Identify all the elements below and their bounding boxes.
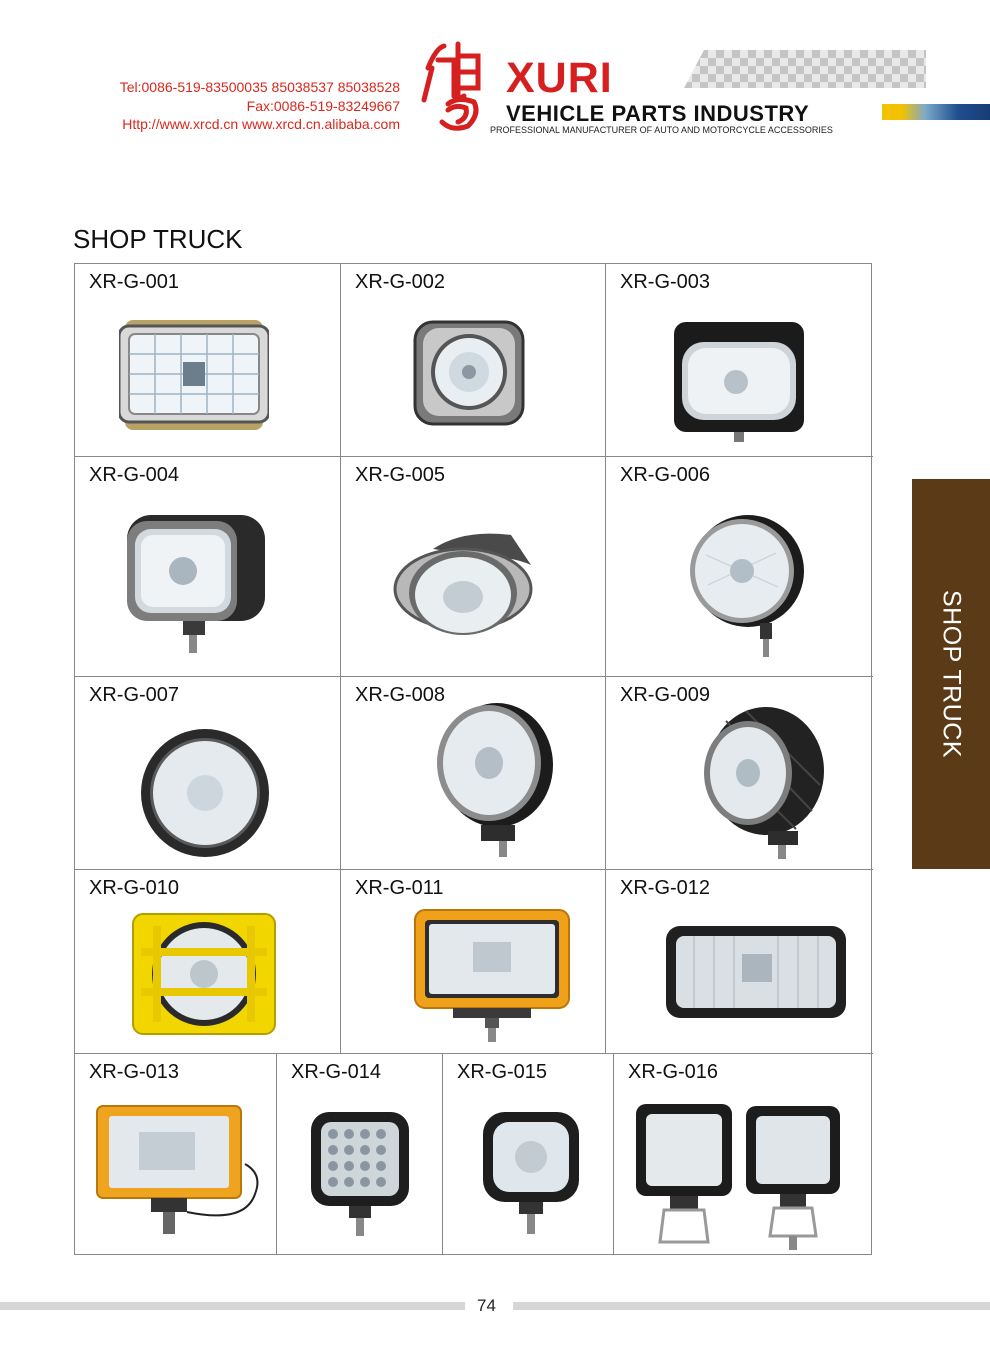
product-cell[interactable] <box>443 1054 614 1254</box>
product-image <box>481 1110 581 1238</box>
product-code: XR-G-001 <box>89 271 180 293</box>
product-code: XR-G-008 <box>355 684 446 706</box>
product-code: XR-G-009 <box>620 684 711 706</box>
contact-tel: Tel:0086-519-83500035 85038537 85038528 <box>119 79 400 95</box>
product-cell[interactable] <box>341 457 606 677</box>
product-image <box>413 908 571 1042</box>
product-image <box>672 320 806 442</box>
product-cell[interactable] <box>277 1054 443 1254</box>
product-image <box>131 912 277 1036</box>
product-cell[interactable] <box>75 457 341 677</box>
contact-web: Http://www.xrcd.cn www.xrcd.cn.alibaba.com <box>122 116 400 132</box>
footer-bar-right <box>513 1302 990 1310</box>
contact-fax: Fax:0086-519-83249667 <box>246 97 400 114</box>
product-image <box>429 697 555 859</box>
brand-name: XURI <box>506 54 613 102</box>
product-code: XR-G-006 <box>620 464 711 486</box>
checkered-flag-graphic <box>684 50 926 88</box>
header-color-stripe <box>882 104 990 120</box>
product-cell[interactable] <box>606 870 873 1054</box>
product-code: XR-G-010 <box>89 877 180 899</box>
product-image <box>634 1102 846 1252</box>
product-image <box>696 701 826 859</box>
product-cell[interactable] <box>341 677 606 870</box>
product-cell[interactable] <box>75 264 341 457</box>
product-cell[interactable] <box>606 264 873 457</box>
product-cell[interactable] <box>606 677 873 870</box>
product-code: XR-G-014 <box>291 1061 382 1083</box>
product-code: XR-G-007 <box>89 684 180 706</box>
product-code: XR-G-004 <box>89 464 180 486</box>
product-cell[interactable] <box>75 1054 277 1254</box>
section-side-tab <box>912 479 990 869</box>
product-cell[interactable] <box>75 870 341 1054</box>
product-code: XR-G-013 <box>89 1061 180 1083</box>
brand-tagline: VEHICLE PARTS INDUSTRY <box>506 101 810 126</box>
product-cell[interactable] <box>75 677 341 870</box>
contact-info <box>120 78 400 134</box>
product-cell[interactable] <box>606 457 873 677</box>
product-image <box>309 1110 411 1240</box>
product-image <box>664 924 848 1020</box>
footer-bar-left <box>0 1302 465 1310</box>
product-code: XR-G-016 <box>628 1061 719 1083</box>
product-code: XR-G-003 <box>620 271 711 293</box>
product-image <box>686 505 804 659</box>
product-code: XR-G-011 <box>355 877 444 899</box>
product-image <box>139 727 271 859</box>
xuri-logo-icon <box>418 38 494 134</box>
product-cell[interactable] <box>614 1054 873 1254</box>
brand-subline: PROFESSIONAL MANUFACTURER OF AUTO AND MOTORCYCLE ACCESSORIES <box>490 125 833 135</box>
section-title: SHOP TRUCK <box>73 224 243 254</box>
product-code: XR-G-015 <box>457 1061 548 1083</box>
product-image <box>413 320 525 426</box>
product-image <box>119 312 269 434</box>
product-image <box>393 527 535 645</box>
product-code: XR-G-005 <box>355 464 446 486</box>
product-cell[interactable] <box>341 264 606 457</box>
product-grid <box>74 263 872 1255</box>
page-number: 74 <box>477 1296 496 1315</box>
side-tab-label: SHOP TRUCK <box>937 589 966 759</box>
product-cell[interactable] <box>341 870 606 1054</box>
product-image <box>125 513 267 657</box>
product-image <box>95 1104 265 1238</box>
product-code: XR-G-012 <box>620 877 711 899</box>
product-code: XR-G-002 <box>355 271 446 293</box>
